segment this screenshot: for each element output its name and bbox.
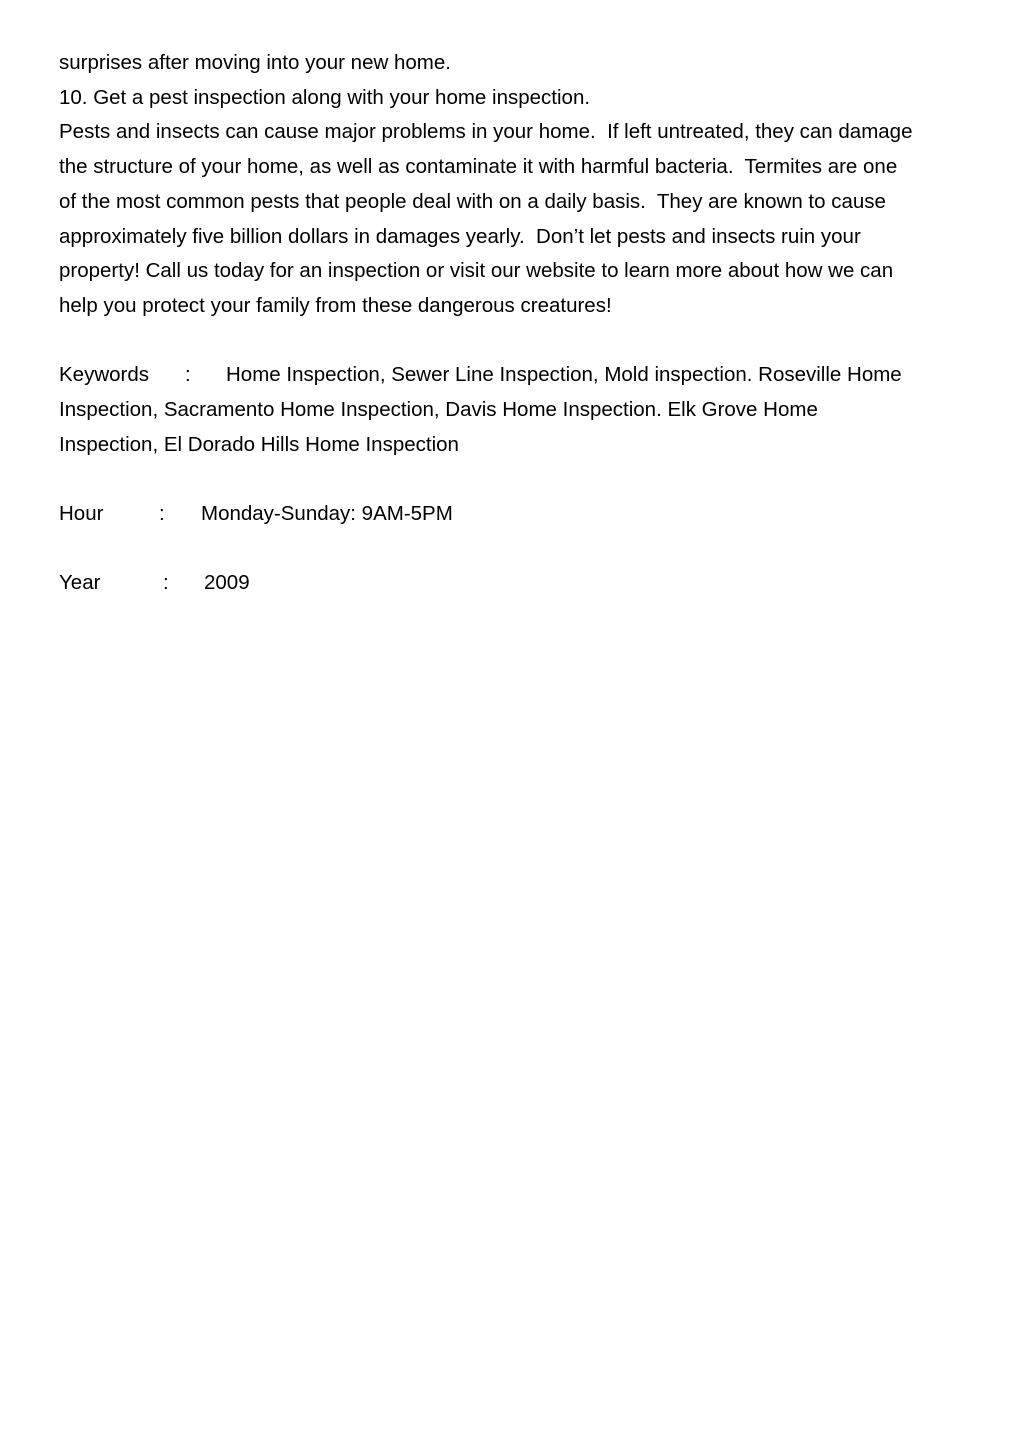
text-line: surprises after moving into your new home. [59, 51, 451, 74]
paragraph-line: help you protect your family from these dangerous creatures! [59, 293, 612, 317]
keywords-colon: : [185, 363, 191, 387]
hour-field [59, 497, 979, 532]
document-page [59, 46, 979, 601]
keywords-value: Home Inspection, Sewer Line Inspection, Mold inspection. Roseville Home [226, 363, 902, 387]
keywords-value-continued: Inspection, Sacramento Home Inspection, Davis Home Inspection. Elk Grove Home [59, 398, 818, 421]
paragraph-line: approximately five billion dollars in damages yearly. Don’t let pests and insects ruin your [59, 224, 861, 248]
hour-label: Hour [59, 502, 104, 526]
spacer [59, 462, 979, 497]
pests-paragraph [59, 115, 979, 323]
spacer [59, 532, 979, 567]
spacer [59, 324, 979, 359]
keywords-field [59, 358, 979, 462]
year-field [59, 566, 979, 601]
hour-value: Monday-Sunday: 9AM-5PM [201, 502, 453, 526]
paragraph-line: of the most common pests that people deal with on a daily basis. They are known to cause [59, 189, 886, 213]
keywords-value-continued: Inspection, El Dorado Hills Home Inspection [59, 432, 459, 456]
hour-colon: : [159, 502, 165, 526]
year-label: Year [59, 571, 101, 595]
keywords-label: Keywords [59, 363, 150, 387]
year-value: 2009 [204, 571, 250, 595]
year-colon: : [163, 571, 169, 595]
paragraph-line: the structure of your home, as well as contaminate it with harmful bacteria. Termites are one [59, 155, 898, 179]
paragraph-line: property! Call us today for an inspection or visit our website to learn more about how we can [59, 259, 894, 283]
paragraph-line: Pests and insects can cause major problems in your home. If left untreated, they can damage [59, 120, 913, 144]
list-item-10: 10. Get a pest inspection along with your home inspection. [59, 85, 591, 109]
